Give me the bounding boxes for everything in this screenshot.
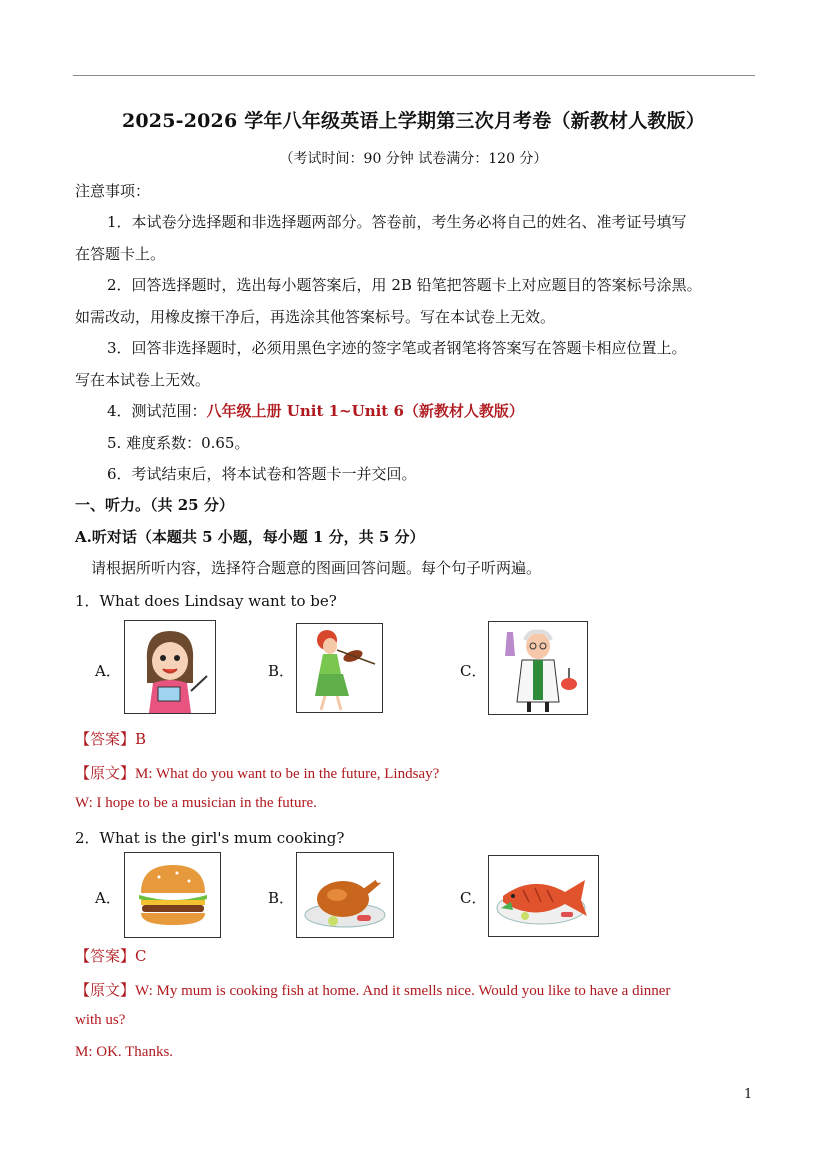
listening-instruction: 请根据所听内容，选择符合题意的图画回答问题。每个句子听两遍。 (91, 559, 542, 577)
header-rule (73, 75, 755, 76)
script-tag: 【原文】 (75, 764, 136, 782)
q2-option-c-label: C． (460, 889, 487, 907)
note-4 (107, 400, 524, 421)
teacher-picture (124, 620, 216, 714)
answer-tag: 【答案】 (75, 947, 136, 965)
q1-option-a-label: A． (95, 662, 121, 680)
q2-script-line-3: M: OK. Thanks. (75, 1044, 174, 1060)
q1-script-line-1 (75, 762, 439, 783)
exam-info: （考试时间：90 分钟 试卷满分：120 分） (279, 151, 548, 167)
q2-answer-value: C (135, 947, 147, 965)
note-6: 6．考试结束后，将本试卷和答题卡一并交回。 (107, 465, 417, 483)
script-tag: 【原文】 (75, 981, 136, 999)
q2-answer (75, 945, 147, 966)
note-2-line-1: 2．回答选择题时，选出每小题答案后，用 2B 铅笔把答题卡上对应题目的答案标号涂黑。 (107, 276, 702, 294)
q1-option-b-label: B． (268, 662, 295, 680)
part-a-heading: A.听对话（本题共 5 小题，每小题 1 分，共 5 分） (75, 528, 425, 546)
q2-script-line-2: with us? (75, 1012, 126, 1028)
document-title: 2025-2026 学年八年级英语上学期第三次月考卷（新教材人教版） (121, 110, 706, 132)
q1-answer-value: B (135, 730, 147, 748)
q1-option-c-label: C． (460, 662, 487, 680)
q2-script-line-1 (75, 979, 670, 1000)
note-1-line-1: 1．本试卷分选择题和非选择题两部分。答卷前，考生务必将自己的姓名、准考证号填写 (107, 213, 687, 231)
note-2-line-2: 如需改动，用橡皮擦干净后，再选涂其他答案标号。写在本试卷上无效。 (75, 308, 556, 326)
scientist-picture (488, 621, 588, 715)
question-1: 1．What does Lindsay want to be? (75, 592, 337, 610)
section-heading: 一、听力。（共 25 分） (75, 496, 234, 514)
answer-tag: 【答案】 (75, 730, 136, 748)
violinist-picture (296, 623, 383, 713)
page-number: 1 (744, 1087, 753, 1102)
q2-script-text-1: W: My mum is cooking fish at home. And it smells nice. Would you like to have a dinner (135, 983, 671, 999)
roast-chicken-picture (296, 852, 394, 938)
q1-answer (75, 728, 146, 749)
notes-heading: 注意事项： (75, 182, 151, 200)
hamburger-picture (124, 852, 221, 938)
note-1-line-2: 在答题卡上。 (75, 245, 166, 263)
test-scope: 八年级上册 Unit 1~Unit 6（新教材人教版） (206, 402, 524, 420)
fish-dish-picture (488, 855, 599, 937)
note-3-line-2: 写在本试卷上无效。 (75, 371, 211, 389)
q1-script-text-1: M: What do you want to be in the future, Lindsay? (135, 766, 440, 782)
q1-script-line-2: W: I hope to be a musician in the future. (75, 795, 317, 811)
note-3-line-1: 3．回答非选择题时，必须用黑色字迹的签字笔或者钢笔将答案写在答题卡相应位置上。 (107, 339, 687, 357)
question-2: 2．What is the girl's mum cooking? (75, 829, 345, 847)
note-5: 5. 难度系数：0.65。 (107, 434, 250, 452)
note-4-prefix: 4．测试范围： (107, 402, 207, 420)
q2-option-a-label: A． (95, 889, 121, 907)
q2-option-b-label: B． (268, 889, 295, 907)
